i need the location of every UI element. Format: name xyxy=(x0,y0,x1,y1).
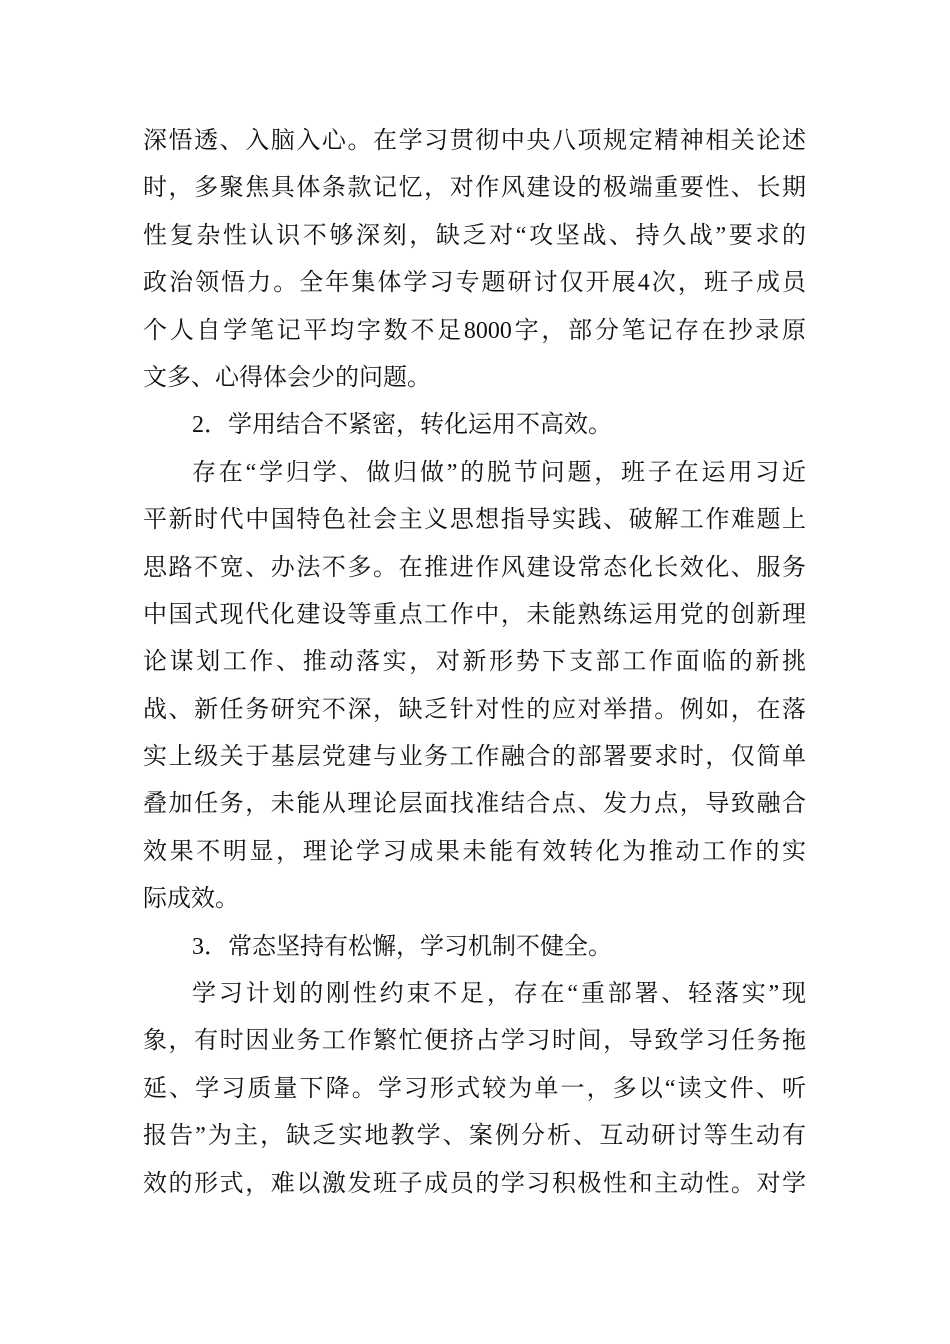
text-line: 存在“学归学、做归做”的脱节问题，班子在运用习近 xyxy=(192,459,806,486)
text-line: 论谋划工作、推动落实，对新形势下支部工作面临的新挑 xyxy=(143,649,806,676)
text-line: 思路不宽、办法不多。在推进作风建设常态化长效化、服务 xyxy=(143,554,806,581)
text-line: 效的形式，难以激发班子成员的学习积极性和主动性。对学 xyxy=(143,1170,806,1197)
text-line: 实上级关于基层党建与业务工作融合的部署要求时，仅简单 xyxy=(143,744,806,771)
text-line: 时，多聚焦具体条款记忆，对作风建设的极端重要性、长期 xyxy=(143,175,806,202)
text-line: 2．学用结合不紧密，转化运用不高效。 xyxy=(192,412,612,439)
text-line: 叠加任务，未能从理论层面找准结合点、发力点，导致融合 xyxy=(143,791,806,818)
text-line: 深悟透、入脑入心。在学习贯彻中央八项规定精神相关论述 xyxy=(143,128,806,154)
text-line: 中国式现代化建设等重点工作中，未能熟练运用党的创新理 xyxy=(143,601,806,628)
text-line: 性复杂性认识不够深刻，缺乏对“攻坚战、持久战”要求的 xyxy=(143,222,806,249)
document-body xyxy=(143,118,806,1208)
text-line: 报告”为主，缺乏实地教学、案例分析、互动研讨等生动有 xyxy=(143,1123,806,1150)
text-line: 象，有时因业务工作繁忙便挤占学习时间，导致学习任务拖 xyxy=(143,1028,806,1055)
text-line: 际成效。 xyxy=(143,886,239,913)
text-line: 3．常态坚持有松懈，学习机制不健全。 xyxy=(192,933,612,960)
text-line: 政治领悟力。全年集体学习专题研讨仅开展4次，班子成员 xyxy=(143,270,806,297)
text-line: 文多、心得体会少的问题。 xyxy=(143,364,431,391)
text-line: 平新时代中国特色社会主义思想指导实践、破解工作难题上 xyxy=(143,507,806,534)
text-line: 效果不明显，理论学习成果未能有效转化为推动工作的实 xyxy=(143,838,806,865)
text-line: 战、新任务研究不深，缺乏针对性的应对举措。例如，在落 xyxy=(143,696,806,723)
text-line: 个人自学笔记平均字数不足8000字，部分笔记存在抄录原 xyxy=(143,317,806,344)
text-line: 延、学习质量下降。学习形式较为单一，多以“读文件、听 xyxy=(143,1075,806,1102)
text-line: 学习计划的刚性约束不足，存在“重部署、轻落实”现 xyxy=(192,981,806,1008)
